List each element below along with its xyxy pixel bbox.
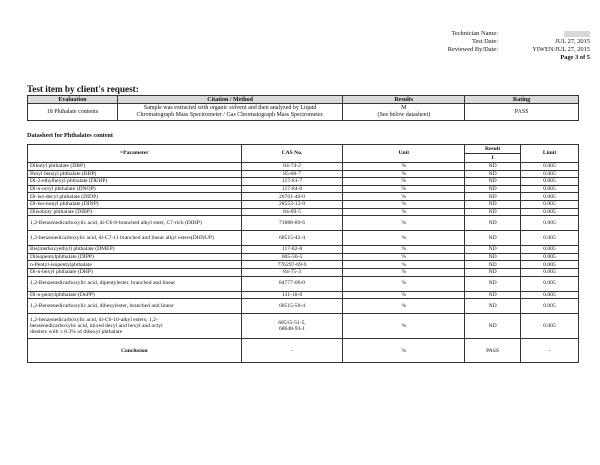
page-number: Page 3 of 5 [560,54,590,61]
conclusion-cas: - [241,339,343,363]
reviewed-value: YIWEN/JUL 27, 2015 [532,46,590,53]
conclusion-result: PASS [465,339,521,363]
parameter-cell: Diisopentylphthalate (DIPP) [28,253,242,261]
parameter-cell: Diisobuty phthalate (DIBP) [28,208,242,216]
limit-cell: 0.005 [521,178,579,186]
limit-cell: 0.005 [521,185,579,193]
result-cell: ND [465,208,521,216]
reviewed-row [430,46,590,54]
limit-cell: 0.005 [521,268,579,276]
cas-cell: 85-68-7 [241,170,343,178]
result-cell: ND [465,268,521,276]
parameter-line: 1,2-benzenedicarboxylic acid, di-C6-10-alkyl esters; 1,2- [30,316,158,323]
result-subheader: I [465,154,521,163]
result-cell: ND [465,314,521,339]
unit-cell: % [343,185,465,193]
evaluation-table [27,95,579,121]
cas-cell: 84777-06-0 [241,276,343,291]
result-cell: ND [465,261,521,269]
results-header: Results [343,96,465,104]
result-cell: ND [465,163,521,171]
table-row [28,216,579,231]
conclusion-row [28,339,579,363]
limit-cell: 0.005 [521,291,579,299]
limit-cell: 0.005 [521,170,579,178]
datasheet-header-row [28,145,579,154]
unit-cell: % [343,276,465,291]
citation-line: Sample was extracted with organic solvent and then analyzed by Liquid [143,105,317,111]
limit-cell: 0.005 [521,231,579,246]
table-row [28,261,579,269]
datasheet-title: Datasheet for Phthalates content [27,132,113,139]
parameter-cell [28,314,242,339]
evaluation-row [28,104,579,121]
unit-cell: % [343,178,465,186]
unit-cell: % [343,200,465,208]
limit-cell: 0.005 [521,261,579,269]
limit-cell: 0.005 [521,208,579,216]
result-cell: ND [465,200,521,208]
parameter-cell: Di-2-ethylhexyl phthalate (DEHP) [28,178,242,186]
unit-cell: % [343,291,465,299]
unit-cell: % [343,261,465,269]
limit-cell: 0.005 [521,163,579,171]
result-cell: ND [465,185,521,193]
parameter-cell: 1,2-benzenedicarboxylic acid, di-C7-11 branched and linear alkyl esters(DHNUP) [28,231,242,246]
rating-cell: PASS [465,104,579,121]
conclusion-unit: % [343,339,465,363]
cas-cell: 26761-40-0 [241,193,343,201]
table-row [28,208,579,216]
result-cell: ND [465,170,521,178]
cas-cell: 117-84-0 [241,185,343,193]
cas-cell: 68515-50-4 [241,299,343,314]
table-row [28,231,579,246]
cas-cell: 117-82-8 [241,246,343,254]
citation-line: Chromatograph Mass Spectrometer / Gas Chromatograph Mass Spectrometer. [136,112,324,118]
unit-cell: % [343,253,465,261]
result-cell: ND [465,216,521,231]
parameter-cell: Bis(methoxyethyl) phthalate (DMEP) [28,246,242,254]
section-title: Test item by client's request: [27,84,139,94]
result-cell: ND [465,231,521,246]
cas-cell: 776297-69-9 [241,261,343,269]
citation-header: Citation / Method [117,96,343,104]
unit-cell: % [343,246,465,254]
cas-line: 68515-51-5, [278,319,306,326]
cas-line: 68648-93-1 [278,326,306,333]
parameter-cell: 1,2-Benzenedicarboxylic acid, dipentylester, branched and linear [28,276,242,291]
unit-cell: % [343,299,465,314]
result-cell: ND [465,178,521,186]
result-header: Result [465,145,521,154]
cas-cell: 84-74-2 [241,163,343,171]
cas-cell: 84-75-3 [241,268,343,276]
parameter-cell: n-Pentyl-isopentylphthalate [28,261,242,269]
report-header-info [430,30,590,62]
technician-row [430,30,590,38]
table-row [28,299,579,314]
limit-cell: 0.005 [521,314,579,339]
unit-cell: % [343,216,465,231]
table-row [28,246,579,254]
parameter-cell: Di-n-octyl phthalate (DNOP) [28,185,242,193]
limit-cell: 0.005 [521,299,579,314]
table-row [28,178,579,186]
limit-cell: 0.005 [521,200,579,208]
parameter-cell: Dibutyl phthalate (DBP) [28,163,242,171]
parameter-cell: Di-n-pentylphthalate (DnPP) [28,291,242,299]
results-cell [343,104,465,121]
parameter-cell: 1,2-Benzenedicarboxylic acid, di-C6-8-branched alkyl ester, C7-rich (DIHP) [28,216,242,231]
limit-cell: 0.005 [521,216,579,231]
phthalate-datasheet-table [27,144,579,363]
cas-cell: 131-18-0 [241,291,343,299]
test-date-label: Test Date: [472,38,498,45]
result-cell: ND [465,193,521,201]
table-row [28,200,579,208]
table-row [28,170,579,178]
unit-cell: % [343,231,465,246]
limit-cell: 0.005 [521,253,579,261]
result-cell: ND [465,291,521,299]
result-cell: ND [465,299,521,314]
table-row [28,193,579,201]
table-row [28,268,579,276]
evaluation-table-header [28,96,579,104]
cas-cell: 84-69-5 [241,208,343,216]
cas-cell: 605-50-5 [241,253,343,261]
parameter-cell: Di-iso-nonyl phthalate (DINP) [28,200,242,208]
page-number-row [430,54,590,62]
table-row [28,253,579,261]
unit-cell: % [343,314,465,339]
cas-cell: 117-81-7 [241,178,343,186]
parameter-cell: Di-iso-decyl phthalate (DIDP) [28,193,242,201]
table-row [28,163,579,171]
limit-cell: 0.005 [521,246,579,254]
result-cell: ND [465,253,521,261]
conclusion-limit: - [521,339,579,363]
parameter-header: =Parameter [28,145,242,163]
parameter-cell: Butyl benzyl phthalate (BBP) [28,170,242,178]
unit-cell: % [343,268,465,276]
rating-header: Rating [465,96,579,104]
table-row [28,185,579,193]
cas-cell: 28553-12-0 [241,200,343,208]
results-line: M [401,105,407,111]
unit-cell: % [343,193,465,201]
parameter-cell: Di-n-hexyl phthalate (DHP) [28,268,242,276]
limit-cell: 0.005 [521,276,579,291]
unit-cell: % [343,208,465,216]
parameter-line: diesters with ≥ 0.3% of dihexyl phthalate [30,329,123,336]
table-row [28,291,579,299]
unit-cell: % [343,170,465,178]
test-date-row [430,38,590,46]
conclusion-label: Conclusion [28,339,242,363]
limit-cell: 0.005 [521,193,579,201]
technician-label: Technician Name: [451,30,498,37]
unit-header: Unit [343,145,465,163]
results-line: (See below datasheet) [377,112,431,118]
parameter-line: benzenedicarboxylic acid, mixed decyl and hexyl and octyl [30,323,163,330]
table-row [28,314,579,339]
cas-cell: 71888-89-6 [241,216,343,231]
technician-name-redacted [506,30,590,38]
table-row [28,276,579,291]
result-cell: ND [465,246,521,254]
evaluation-cell: 18 Phthalate contents [28,104,118,121]
test-date-value: JUL 27, 2015 [555,38,590,45]
limit-header: Limit [521,145,579,163]
evaluation-header: Evaluation [28,96,118,104]
unit-cell: % [343,163,465,171]
cas-header: CAS No. [241,145,343,163]
parameter-cell: 1,2-Benzenedicarboxylic acid, dihexylester, branched and linear [28,299,242,314]
reviewed-label: Reviewed By/Date: [447,46,498,53]
cas-cell: 68515-42-4 [241,231,343,246]
cas-cell [241,314,343,339]
result-cell: ND [465,276,521,291]
citation-cell [117,104,343,121]
